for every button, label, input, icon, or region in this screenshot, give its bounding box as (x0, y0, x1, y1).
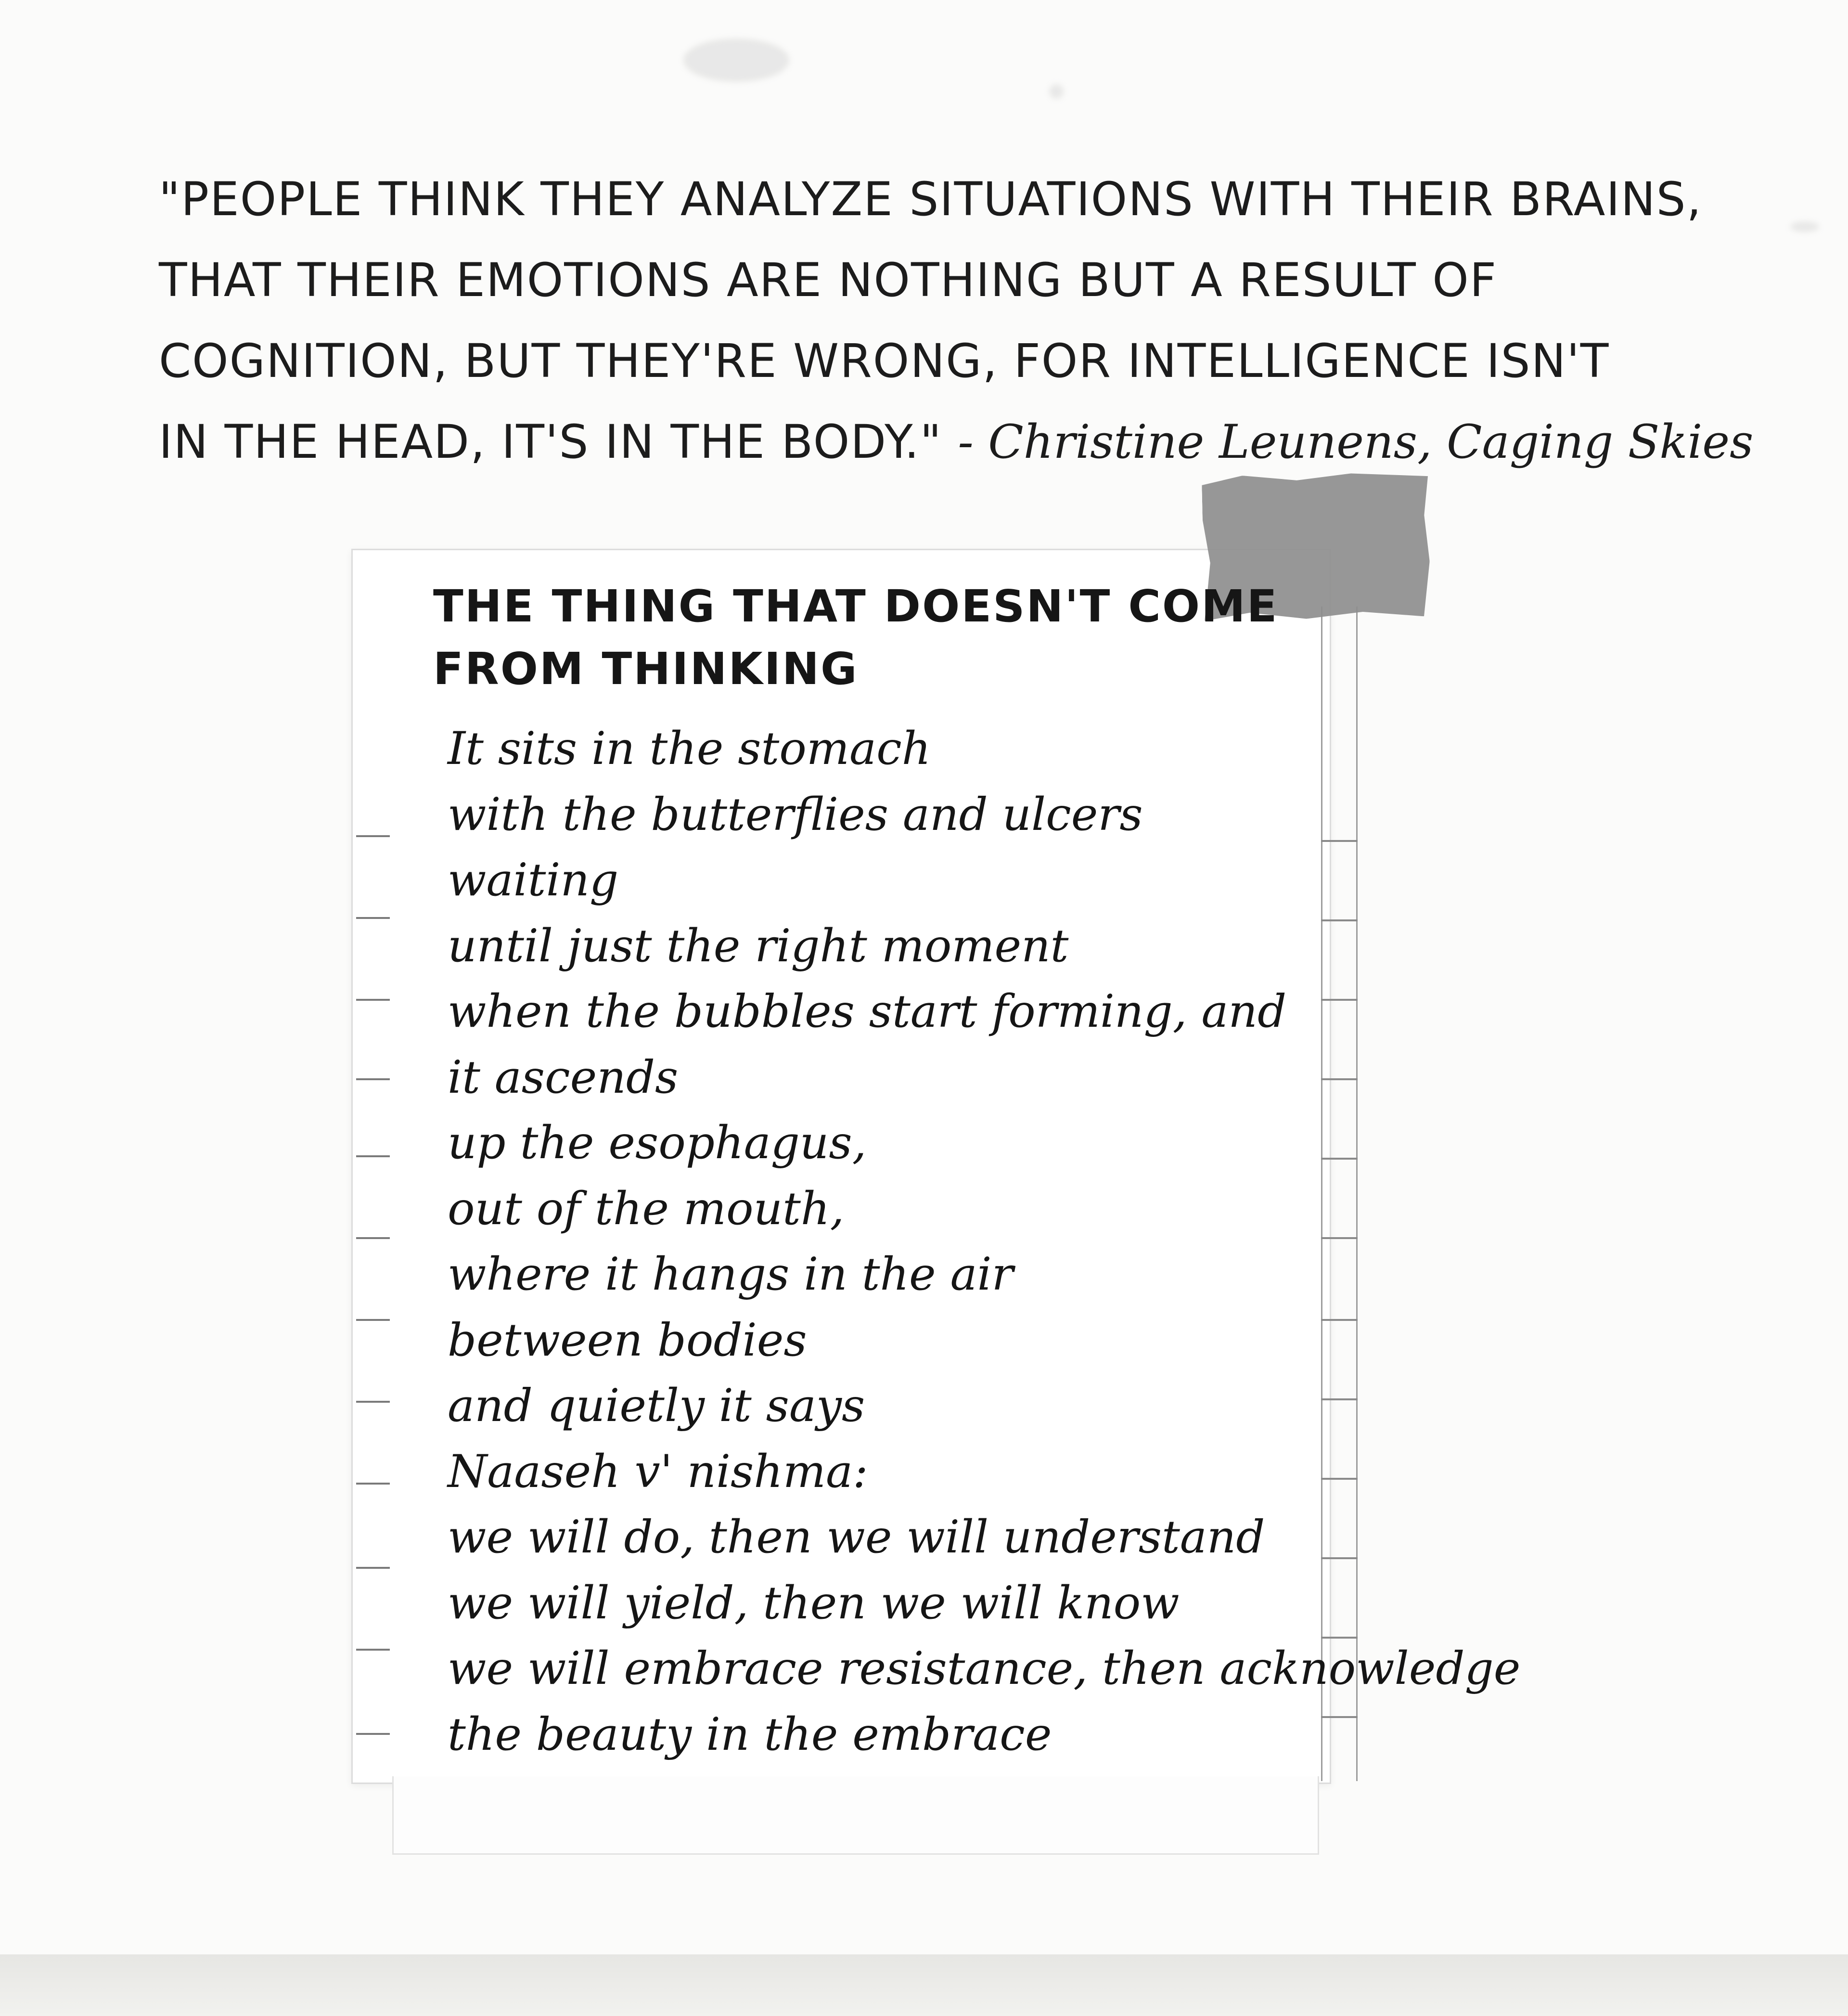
epigraph-quote (159, 159, 1754, 482)
margin-tick (1321, 1716, 1358, 1718)
margin-tick (1321, 999, 1358, 1001)
poem-line: it ascends (448, 1051, 679, 1104)
margin-tick (356, 1237, 390, 1239)
poem-title-line: THE THING THAT DOESN'T COME (433, 581, 1279, 632)
paper-bottom-edge (0, 1954, 1848, 2016)
quote-line-with-attribution (159, 401, 1754, 482)
poem-line: where it hangs in the air (448, 1248, 1014, 1301)
quote-line: "PEOPLE THINK THEY ANALYZE SITUATIONS WITH THEIR BRAINS, (159, 172, 1703, 226)
poem-line: out of the mouth, (448, 1182, 845, 1235)
margin-tick (356, 1155, 390, 1157)
poem-line: It sits in the stomach (448, 723, 931, 775)
poem-line: waiting (448, 854, 619, 906)
paper-smudge (1790, 221, 1819, 232)
poem-line: and quietly it says (448, 1380, 865, 1432)
poem-body (448, 716, 1521, 1768)
margin-tick (1321, 1319, 1358, 1321)
margin-tick (356, 917, 390, 919)
margin-tick (356, 1078, 390, 1080)
margin-tick (1321, 1637, 1358, 1639)
margin-tick (356, 1649, 390, 1651)
quote-line: IN THE HEAD, IT'S IN THE BODY." (159, 415, 942, 469)
quote-line: THAT THEIR EMOTIONS ARE NOTHING BUT A RESULT OF (159, 253, 1498, 307)
poem-card-underlayer (392, 1776, 1319, 1855)
margin-tick (1321, 1478, 1358, 1480)
margin-tick (356, 1319, 390, 1321)
poem-line: we will do, then we will understand (448, 1511, 1265, 1564)
margin-tick (356, 1401, 390, 1403)
quote-line: COGNITION, BUT THEY'RE WRONG, FOR INTELLIGENCE ISN'T (159, 334, 1610, 388)
margin-tick (1321, 1078, 1358, 1080)
poem-line: between bodies (448, 1314, 807, 1367)
margin-tick (356, 1483, 390, 1485)
margin-tick (1321, 840, 1358, 842)
poem-title-line: FROM THINKING (433, 643, 859, 695)
margin-tick (1321, 919, 1358, 921)
margin-tick (356, 1567, 390, 1569)
margin-tick (356, 1733, 390, 1735)
poem-line: when the bubbles start forming, and (448, 985, 1287, 1038)
poem-line: with the butterflies and ulcers (448, 788, 1143, 841)
poem-line: up the esophagus, (448, 1117, 867, 1169)
margin-tick (1321, 1557, 1358, 1559)
margin-tick (356, 835, 390, 837)
poem-line: until just the right moment (448, 919, 1069, 972)
paper-smudge (1049, 84, 1064, 99)
paper-smudge (683, 39, 789, 82)
poem-line: we will yield, then we will know (448, 1577, 1180, 1629)
margin-tick (356, 999, 390, 1001)
margin-tick (1321, 1158, 1358, 1160)
poem-line: we will embrace resistance, then acknowledge (448, 1642, 1521, 1695)
margin-tick (1321, 1398, 1358, 1400)
ruled-margin-strip (1321, 607, 1358, 1781)
margin-tick (1321, 1237, 1358, 1239)
quote-attribution: - Christine Leunens, Caging Skies (958, 415, 1754, 469)
poem-line: the beauty in the embrace (448, 1708, 1052, 1761)
poem-line: Naaseh v' nishma: (448, 1445, 868, 1498)
poem-title (433, 575, 1279, 700)
